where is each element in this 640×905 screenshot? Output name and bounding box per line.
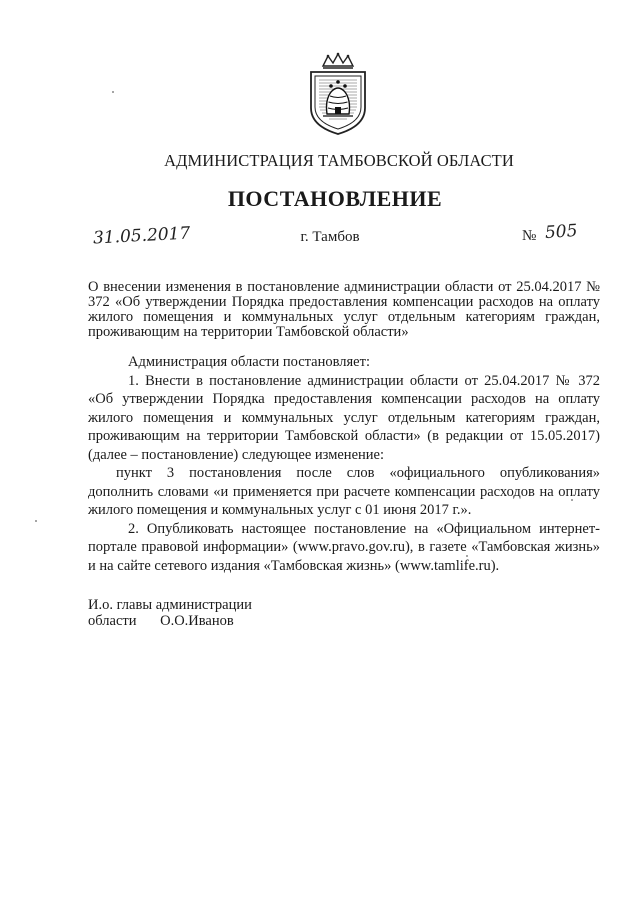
scan-speck: [571, 499, 573, 501]
signature-position-suffix: области: [88, 613, 137, 629]
item-2-paragraph: 2. Опубликовать настоящее постановление на «Официальном интернет-портале правовой информации» (www.pravo.gov.ru), в газете «Тамбовская жизнь» и на сайте сетевого издания «Тамбовская жизнь» (www.tamlife.ru).: [88, 520, 600, 574]
coat-of-arms-icon: [301, 52, 375, 136]
signatory-name: О.О.Иванов: [160, 613, 234, 629]
city-label: г. Тамбов: [300, 229, 360, 245]
document-type-heading: ПОСТАНОВЛЕНИЕ: [227, 186, 443, 211]
item-1-change-paragraph: пункт 3 постановления после слов «официального опубликования» дополнить словами «и применяется при расчете компенсации расходов на оплату жилого помещения и коммунальных услуг с 01 июня 2017 г.».: [88, 465, 600, 518]
scan-speck: [466, 555, 468, 557]
handwritten-date: 31.05.2017: [92, 223, 191, 249]
organization-name: АДМИНИСТРАЦИЯ ТАМБОВСКОЙ ОБЛАСТИ: [164, 151, 514, 170]
document-number-label: №: [522, 228, 537, 244]
document-title: О внесении изменения в постановление администрации области от 25.04.2017 № 372 «Об утверждении Порядка предоставления компенсации расходов на оплату жилого помещения и коммунальных услуг отдельным категориям граждан, проживающим на территории Тамбовской области»: [88, 279, 600, 340]
scan-speck: [35, 520, 37, 522]
document-body: [88, 353, 600, 575]
signature-block: [88, 597, 252, 629]
signature-name-row: [88, 613, 252, 629]
handwritten-document-number: 505: [544, 220, 579, 244]
signature-position-line: И.о. главы администрации: [88, 597, 252, 613]
preamble-paragraph: Администрация области постановляет:: [128, 354, 370, 370]
item-1-paragraph: 1. Внести в постановление администрации области от 25.04.2017 № 372 «Об утверждении Порядка предоставления компенсации расходов на оплату жилого помещения и коммунальных услуг отдельным категориям граждан, проживающим на территории Тамбовской области» (в редакции от 15.05.2017) (далее – постановление) следующее изменение:: [88, 372, 600, 463]
scan-speck: [112, 91, 114, 93]
